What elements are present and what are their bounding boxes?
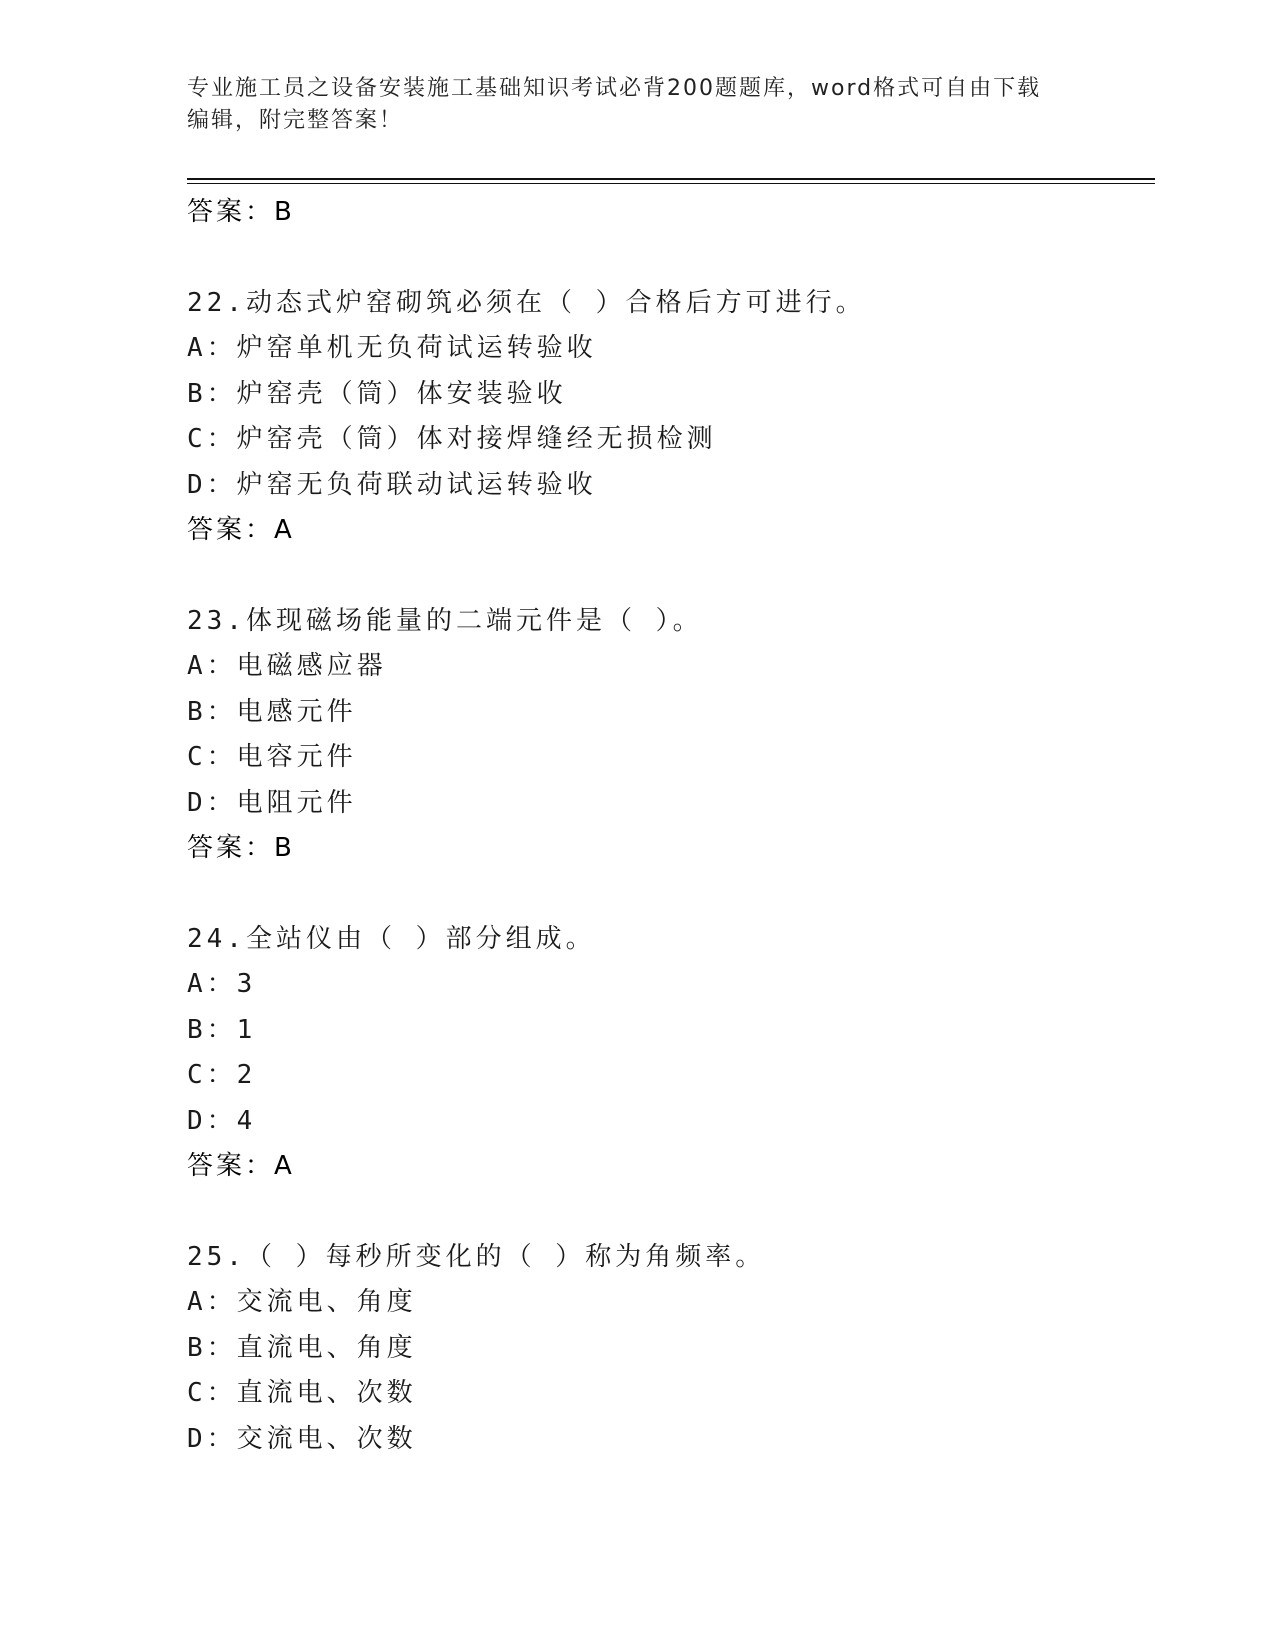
question-22 [187,281,1155,554]
option-a: A：炉窑单机无负荷试运转验收 [187,333,597,363]
option-a: A：电磁感应器 [187,651,387,681]
option-c: C：炉窑壳（筒）体对接焊缝经无损检测 [187,424,717,454]
question-stem: 24.全站仪由（ ）部分组成。 [187,923,596,954]
option-a: A：交流电、角度 [187,1287,417,1317]
header-rule-thin [187,183,1155,184]
spacer [187,554,1155,599]
header-line-1: 专业施工员之设备安装施工基础知识考试必背200题题库，word格式可自由下载 [187,76,1042,101]
option-b: B：1 [187,1014,257,1045]
page-header [187,73,1087,137]
option-b: B：电感元件 [187,696,357,727]
option-d: D：电阻元件 [187,787,357,818]
option-c: C：直流电、次数 [187,1378,417,1408]
option-d: D：交流电、次数 [187,1423,417,1454]
question-stem: 23.体现磁场能量的二端元件是（ ）。 [187,605,703,636]
answer-line: 答案：A [187,515,295,545]
answer-line: 答案：B [187,833,295,863]
question-25 [187,1235,1155,1463]
spacer [187,872,1155,917]
option-c: C：2 [187,1060,257,1090]
option-c: C：电容元件 [187,742,357,772]
question-stem: 25.（ ）每秒所变化的（ ）称为角频率。 [187,1241,766,1272]
option-a: A：3 [187,969,257,999]
question-stem: 22.动态式炉窑砌筑必须在（ ）合格后方可进行。 [187,287,866,318]
header-rule-thick [187,178,1155,180]
question-23 [187,599,1155,872]
spacer [187,236,1155,281]
answer-line: 答案：B [187,197,295,227]
option-b: B：炉窑壳（筒）体安装验收 [187,378,567,409]
option-d: D：炉窑无负荷联动试运转验收 [187,469,597,500]
question-24 [187,917,1155,1190]
spacer [187,1190,1155,1235]
answer-line: 答案：A [187,1151,295,1181]
option-d: D：4 [187,1105,257,1136]
question-list [187,190,1155,1462]
option-b: B：直流电、角度 [187,1332,417,1363]
header-line-2: 编辑，附完整答案！ [187,108,404,133]
